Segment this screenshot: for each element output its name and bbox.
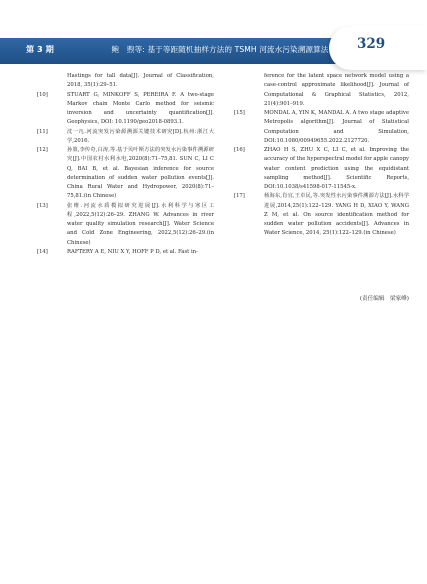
reference-item (234, 109, 409, 146)
reference-text: ZHAO H S, ZHU X C, LI C, et al. Improving the accuracy of the hyperspectral model for apple canopy water content prediction using the equidistant sampling method[J]. Scientific Reports, DOI:10.1038/s41598-017-11545-x. (264, 147, 409, 190)
references-right-column (234, 72, 409, 239)
reference-number: [10] (37, 91, 48, 98)
references-left-column (37, 72, 214, 257)
reference-text: 杨海东,肖宜,王卓民,等.突发性水污染事件溯源方法[J].水科学进展,2014,25(1):122–129. YANG H D, XIAO Y, WANG Z M, et al. On source identification method for sudden water pollution accidents[J]. Advances in Water Science, 2014, 25(1):122–129.(in Chinese) (264, 193, 409, 237)
reference-continuation: ference for the latent space network model using a case-control approximate likelihood[J]. Journal of Computational & Graphical Statistics, 2012, 21(4):901–919. (264, 73, 409, 107)
reference-item (37, 91, 214, 128)
reference-number: [16] (234, 147, 245, 153)
reference-text: 沈一凡.河流突发污染源溯源关键技术研究[D].杭州:浙江大学,2016. (67, 128, 214, 144)
running-title: 鲍 煦等: 基于等距随机抽样方法的 TSMH 河流水污染溯源算法 (111, 45, 329, 54)
reference-item (234, 146, 409, 192)
reference-number: [15] (234, 110, 245, 116)
reference-number: [12] (37, 147, 48, 153)
reference-item (234, 192, 409, 238)
responsible-editor: (责任编辑 梁家峰) (359, 296, 409, 302)
reference-text: MONDAL A, YIN K, MANDAL A. A two stage adaptive Metropolis algorithm[J]. Journal of Statistical Computation and Simulation, DOI:10.1080/00949655.2022.2127720. (264, 110, 409, 144)
page-number-badge (329, 26, 427, 70)
reference-number: [14] (37, 248, 48, 255)
reference-item (37, 202, 214, 248)
reference-item (37, 128, 214, 147)
reference-text: 张维.河流水质模拟研究进展[J].水利科学与寒区工程,2022,5(12):26–29. ZHANG W. Advances in river water quality simulation research[J]. Water Science and Cold Zone Engineering, 2022,5(12):26–29.(in Chinese) (67, 202, 214, 246)
reference-text: 孙策,李传奇,白涛,等.基于贝叶斯方法的突发水污染事件溯源研究[J].中国农村水利水电,2020(8):71–75,81. SUN C, LI C Q, BAI B, et al. Bayesian inference for source determination of sudden water pollution events[J]. China Rural Water and Hydropower, 2020(8):71–75,81.(in Chinese) (67, 147, 214, 200)
reference-text: RAFTERY A E, NIU X Y, HOFF P D, et al. Fast in- (67, 248, 198, 255)
reference-number: [17] (234, 193, 245, 200)
reference-item (37, 248, 214, 257)
reference-number: [11] (37, 128, 48, 135)
reference-text: STUART G, MINKOFF S, PEREIRA F. A two-stage Markov chain Monte Carlo method for seismic inversion and uncertainty quantification[J]. Geophysics, DOI: 10.1190/geo2018-0893.1. (67, 91, 214, 126)
page-number: 329 (357, 36, 386, 52)
issue-label: 第 3 期 (26, 44, 54, 54)
reference-continuation: Hastings for tall data[J]. Journal of Classification, 2018, 35(1):29–51. (67, 73, 214, 89)
reference-item (37, 146, 214, 202)
reference-number: [13] (37, 202, 48, 209)
